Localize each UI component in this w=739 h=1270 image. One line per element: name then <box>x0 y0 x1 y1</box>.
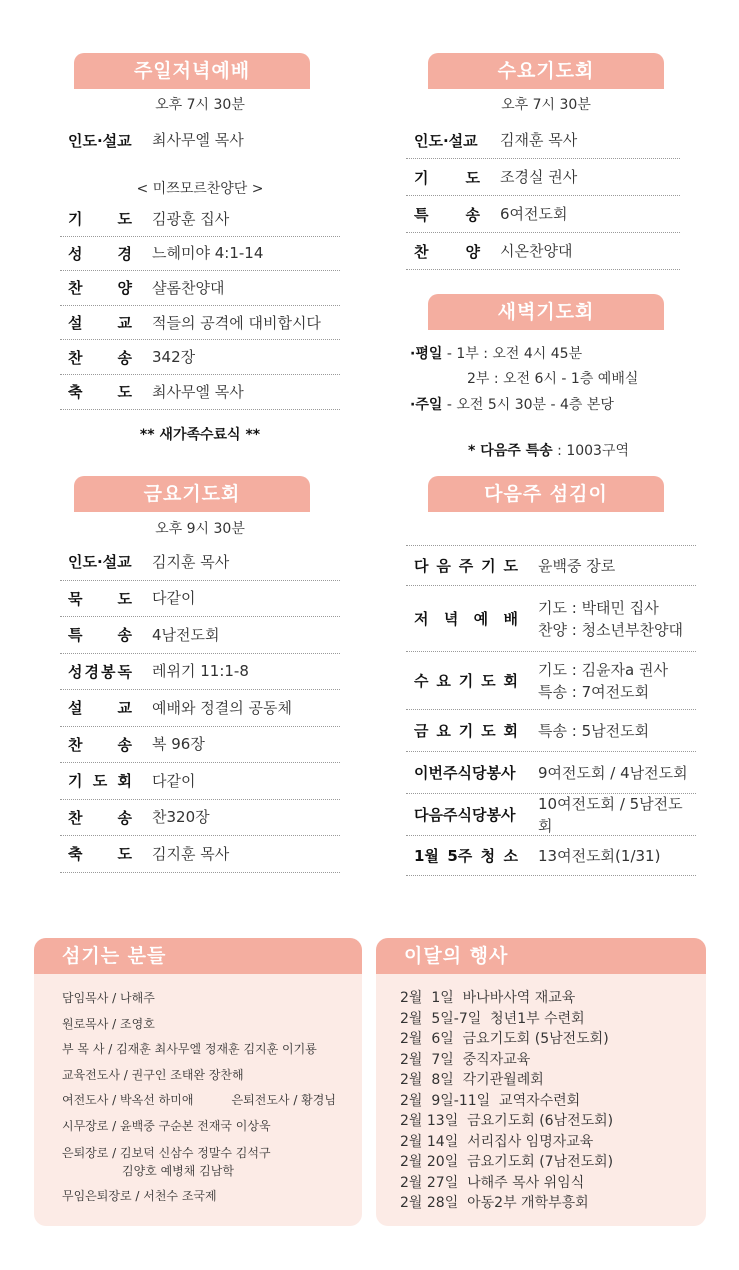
wednesday-row <box>406 233 680 270</box>
servant-line: 은퇴장로 / 김보덕 신삼수 정말수 김석구 <box>62 1146 271 1160</box>
event-item: 2월 6일 금요기도회 (5남전도회) <box>400 1031 609 1047</box>
label-char: 찬 <box>414 242 429 261</box>
events-list <box>376 974 706 1214</box>
friday-row <box>60 836 340 873</box>
row-label <box>60 312 140 333</box>
servant-item: 원로목사 / 조영호 <box>62 1016 155 1031</box>
label-char: 찬 <box>68 808 83 827</box>
label-char: 교 <box>117 699 132 718</box>
sunday-row <box>60 306 340 341</box>
next-week-row <box>406 794 696 836</box>
sunday-row <box>60 202 340 237</box>
event-item: 2월 1일 바나바사역 재교육 <box>400 990 576 1006</box>
sunday-evening-title: 주일저녁예배 <box>74 53 310 89</box>
label-char: 축 <box>68 383 83 402</box>
label-char: 성 <box>68 244 83 263</box>
label-char: 교 <box>117 314 132 333</box>
row-value-line: 기도 : 김윤자a 권사 <box>538 660 668 679</box>
row-value: 김재훈 목사 <box>500 131 578 149</box>
label-char: 설 <box>68 699 83 718</box>
row-value-line: 9여전도회 / 4남전도회 <box>538 763 688 782</box>
friday-title: 금요기도회 <box>74 476 310 512</box>
label-char: 도 <box>117 589 132 608</box>
label-char: 기 <box>458 672 474 690</box>
row-value-line: 찬양 : 청소년부찬양대 <box>538 620 684 639</box>
row-value <box>526 793 696 837</box>
event-item: 2월 5일-7일 청년1부 수련회 <box>400 1010 585 1027</box>
next-week-title: 다음주 섬김이 <box>428 476 664 512</box>
label-char: 수 <box>414 672 429 690</box>
events-title: 이달의 행사 <box>376 938 706 974</box>
label-char: 도 <box>465 168 480 187</box>
dawn-weekday <box>410 343 582 363</box>
label-char: 기 <box>68 772 83 791</box>
sunday-choir: < 미쯔모르찬양단 > <box>136 181 264 197</box>
row-label <box>406 845 526 866</box>
row-value: 시온찬양대 <box>500 242 573 260</box>
row-value: 4남전도회 <box>152 625 220 644</box>
servant-item: 무임은퇴장로 / 서천수 조국제 <box>62 1189 217 1203</box>
friday-row <box>60 727 340 764</box>
event-item: 2월 20일 금요기도회 (7남전도회) <box>400 1154 614 1170</box>
dawn-sunday <box>410 394 614 414</box>
row-label <box>60 208 140 229</box>
label-char: 송 <box>465 205 480 224</box>
servant-item: 여전도사 / 박옥선 하미애 은퇴전도사 / 황경님 <box>62 1093 336 1107</box>
label-char: 주 <box>458 557 474 575</box>
servants-title: 섬기는 분들 <box>34 938 362 974</box>
events-box <box>376 938 706 1226</box>
servants-box <box>34 938 362 1226</box>
sunday-row <box>60 237 340 272</box>
row-label <box>60 347 140 368</box>
label-char: 저 <box>414 610 429 628</box>
wednesday-time: 오후 7시 30분 <box>501 97 591 113</box>
row-value: 찬320장 <box>152 808 210 827</box>
row-value: 김지훈 목사 <box>152 844 230 863</box>
row-label <box>60 734 140 755</box>
label-char: 경 <box>84 662 99 681</box>
label-char: 도 <box>117 383 132 402</box>
dawn-title: 새벽기도회 <box>428 294 664 330</box>
row-value <box>526 555 615 577</box>
row-value-line: 10여전도회 / 5남전도회 <box>538 794 683 835</box>
row-label <box>60 843 140 864</box>
event-item: 2월 8일 각기관월례회 <box>400 1072 544 1088</box>
row-value: 조경실 권사 <box>500 168 578 186</box>
servant-item: 담임목사 / 나해주 <box>62 991 155 1005</box>
sunday-row <box>60 375 340 410</box>
row-value: 김광훈 집사 <box>152 209 230 228</box>
friday-row <box>60 617 340 654</box>
next-week-row <box>406 586 696 652</box>
label-char: 도 <box>503 557 518 575</box>
row-value <box>526 597 683 641</box>
row-value: 적들의 공격에 대비합시다 <box>152 313 321 332</box>
row-label <box>60 243 140 264</box>
label-char: 도 <box>481 722 496 740</box>
friday-time: 오후 9시 30분 <box>155 521 245 537</box>
sunday-row <box>60 340 340 375</box>
label-char: 찬 <box>68 348 83 367</box>
label-char: 녁 <box>443 610 459 628</box>
wednesday-row <box>406 122 680 159</box>
row-value: 예배와 정결의 공동체 <box>152 698 292 717</box>
friday-row <box>60 763 340 800</box>
servants-list <box>34 974 362 1210</box>
row-value: 느헤미야 4:1-14 <box>152 244 264 263</box>
label-char: 양 <box>465 242 480 261</box>
sunday-row <box>60 271 340 306</box>
label-char: 성 <box>68 662 83 681</box>
row-value-line: 13여전도회(1/31) <box>538 846 661 865</box>
dawn-weekday-line1: - 1부 : 오전 4시 45분 <box>446 346 583 362</box>
row-label <box>406 608 526 629</box>
label-char: 다 <box>414 557 429 575</box>
friday-row <box>60 690 340 727</box>
row-value <box>526 659 668 703</box>
row-label: 인도·설교 <box>68 553 132 572</box>
dawn-weekday-2: 2부 : 오전 6시 - 1층 예배실 <box>467 371 639 387</box>
next-week-row <box>406 652 696 710</box>
row-label <box>406 555 526 576</box>
label-char: 도 <box>117 845 132 864</box>
row-label <box>60 381 140 402</box>
sunday-footnote: ** 새가족수료식 ** <box>139 427 261 443</box>
label-char: 찬 <box>68 279 83 298</box>
row-value: 다같이 <box>152 771 196 790</box>
label-char: 배 <box>503 610 518 628</box>
event-item: 2월 14일 서리집사 임명자교육 <box>400 1133 594 1150</box>
label-char: 요 <box>436 722 451 740</box>
next-special-value: : 1003구역 <box>552 443 629 459</box>
friday-row <box>60 581 340 618</box>
row-label: 이번주식당봉사 <box>414 764 516 782</box>
event-item: 2월 9일-11일 교역자수련회 <box>400 1092 581 1109</box>
row-value: 복 96장 <box>152 735 205 754</box>
label-char: 음 <box>436 557 451 575</box>
sunday-leader-row <box>60 124 340 156</box>
next-week-row <box>406 752 696 794</box>
dawn-sunday-line: - 오전 5시 30분 - 4층 본당 <box>446 397 614 413</box>
next-week-top-rule <box>406 526 696 546</box>
wednesday-row <box>406 196 680 233</box>
event-item: 2월 13일 금요기도회 (6남전도회) <box>400 1113 614 1129</box>
wednesday-row <box>406 159 680 196</box>
label-char: 특 <box>414 205 429 224</box>
label-char: 찬 <box>68 735 83 754</box>
label-char: 독 <box>117 662 132 681</box>
row-label <box>406 204 488 225</box>
row-label <box>60 770 140 791</box>
row-value <box>526 720 649 742</box>
label-char: 회 <box>503 672 518 690</box>
label-char: 양 <box>117 279 132 298</box>
next-week-row <box>406 710 696 752</box>
row-value: 342장 <box>152 348 196 367</box>
next-week-row <box>406 836 696 876</box>
row-value: 6여전도회 <box>500 205 568 223</box>
servant-item: 시무장로 / 윤백중 구순본 전재국 이상욱 <box>62 1118 271 1133</box>
row-value-line: 기도 : 박태민 집사 <box>538 598 659 617</box>
row-label <box>60 588 140 609</box>
row-value-line: 윤백중 장로 <box>538 556 616 575</box>
row-value: 최사무엘 목사 <box>152 131 244 149</box>
friday-row <box>60 800 340 837</box>
label-char: 회 <box>117 772 132 791</box>
row-label: 다음주식당봉사 <box>414 806 516 824</box>
row-value <box>526 845 660 867</box>
next-special-label: * 다음주 특송 <box>468 443 553 459</box>
row-label <box>60 661 140 682</box>
wednesday-title: 수요기도회 <box>428 53 664 89</box>
label-char: 송 <box>117 348 132 367</box>
label-char: 묵 <box>68 589 83 608</box>
label-char: 1월 <box>414 847 439 865</box>
label-char: 기 <box>68 210 83 229</box>
label-char: 소 <box>503 847 518 865</box>
row-label <box>60 277 140 298</box>
row-value: 다같이 <box>152 589 196 608</box>
label-char: 요 <box>436 672 451 690</box>
label-char: 금 <box>414 722 429 740</box>
row-label <box>406 670 526 691</box>
label-char: 도 <box>92 772 108 791</box>
row-value <box>526 762 688 784</box>
label-char: 축 <box>68 845 83 864</box>
row-label: 인도·설교 <box>414 131 478 150</box>
dawn-next-special <box>468 440 629 460</box>
row-value: 최사무엘 목사 <box>152 382 244 401</box>
row-label <box>406 241 488 262</box>
dawn-sunday-label: ·주일 <box>410 397 443 413</box>
label-char: 도 <box>481 672 496 690</box>
servant-line: 김양호 예병채 김남학 <box>122 1164 234 1178</box>
event-item: 2월 7일 중직자교육 <box>400 1051 531 1068</box>
row-label <box>406 720 526 741</box>
label-char: 경 <box>117 244 132 263</box>
label-char: 송 <box>117 808 132 827</box>
row-label <box>60 697 140 718</box>
row-label <box>60 624 140 645</box>
row-value: 레위기 11:1-8 <box>152 662 249 681</box>
row-label: 인도·설교 <box>68 131 132 150</box>
row-value-line: 특송 : 7여전도회 <box>538 682 650 701</box>
label-char: 기 <box>414 168 429 187</box>
row-value: 샬롬찬양대 <box>152 278 225 297</box>
label-char: 설 <box>68 314 83 333</box>
label-char: 특 <box>68 626 83 645</box>
dawn-weekday-label: ·평일 <box>410 346 443 362</box>
event-item: 2월 27일 나해주 목사 위임식 <box>400 1174 585 1191</box>
servant-item <box>34 1139 362 1184</box>
label-char: 송 <box>117 626 132 645</box>
label-char: 기 <box>458 722 474 740</box>
friday-row <box>60 654 340 691</box>
row-value: 김지훈 목사 <box>152 552 230 571</box>
label-char: 회 <box>503 722 518 740</box>
label-char: 도 <box>117 210 132 229</box>
label-char: 봉 <box>101 662 116 681</box>
label-char: 예 <box>473 610 489 628</box>
servant-item: 교육전도사 / 권구인 조태완 장찬해 <box>62 1067 244 1082</box>
sunday-evening-time: 오후 7시 30분 <box>155 97 245 113</box>
friday-row <box>60 544 340 581</box>
servant-item: 부 목 사 / 김재훈 최사무엘 정재훈 김지훈 이기룡 <box>62 1042 317 1056</box>
row-value-line: 특송 : 5남전도회 <box>538 721 650 740</box>
row-label <box>60 807 140 828</box>
next-week-row <box>406 546 696 586</box>
label-char: 기 <box>481 557 496 575</box>
label-char: 청 <box>480 847 496 865</box>
row-label <box>406 167 488 188</box>
label-char: 송 <box>117 735 132 754</box>
event-item: 2월 28일 아동2부 개학부흥회 <box>400 1195 589 1211</box>
label-char: 5주 <box>447 847 473 865</box>
